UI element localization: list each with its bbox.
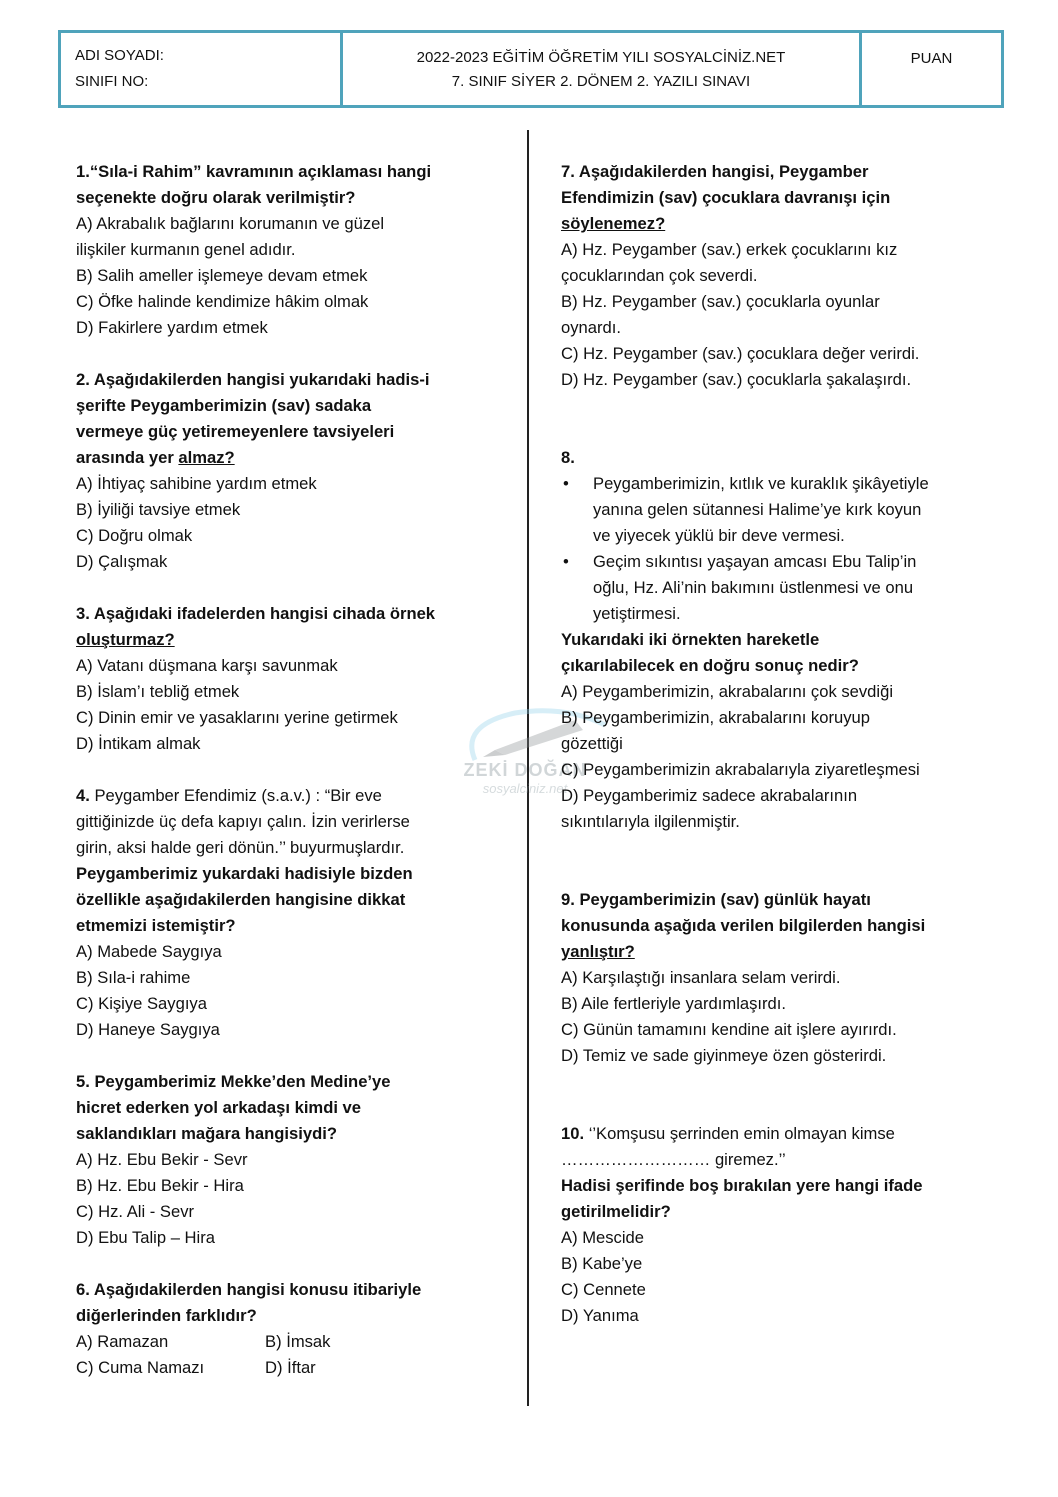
question-line [561, 1147, 929, 1173]
question-line [76, 627, 435, 653]
question-line [561, 965, 929, 991]
text-segment: özellikle aşağıdakilerden hangisine dikkat [76, 890, 406, 909]
text-segment: arasında yer [76, 448, 179, 467]
question-line [76, 861, 435, 887]
text-segment: 2. Aşağıdakilerden hangisi yukarıdaki hadis-i [76, 370, 430, 389]
text-segment: oluşturmaz? [76, 630, 175, 649]
text-segment: A) Karşılaştığı insanlara selam verirdi. [561, 968, 841, 987]
question-line [561, 367, 929, 393]
question-line [76, 419, 435, 445]
text-segment: A) Hz. Peygamber (sav.) erkek çocuklarını kız [561, 240, 898, 259]
bullet-icon: • [563, 474, 569, 493]
text-segment: B) İslam’ı tebliğ etmek [76, 682, 240, 701]
text-segment: sıkıntılarıyla ilgilenmiştir. [561, 812, 740, 831]
question-line [76, 601, 435, 627]
question-line [76, 1121, 435, 1147]
question-line [76, 1277, 435, 1303]
question-block [76, 601, 435, 757]
question-line [76, 1173, 435, 1199]
question-line [76, 705, 435, 731]
question-line [561, 1199, 929, 1225]
question-line [561, 445, 929, 471]
text-segment: yanlıştır? [561, 942, 635, 961]
question-line [76, 1303, 435, 1329]
question-line [76, 549, 435, 575]
question-line [76, 653, 435, 679]
question-line [76, 965, 435, 991]
bullet-line: yetiştirmesi. [593, 604, 681, 623]
text-segment: seçenekte doğru olarak verilmiştir? [76, 188, 356, 207]
text-segment: saklandıkları mağara hangisiydi? [76, 1124, 337, 1143]
question-line [561, 679, 929, 705]
question-line [76, 1095, 435, 1121]
text-segment: C) Doğru olmak [76, 526, 193, 545]
text-segment: D) Hz. Peygamber (sav.) çocuklarla şakalaşırdı. [561, 370, 912, 389]
question-line [76, 289, 435, 315]
text-segment: B) Hz. Ebu Bekir - Hira [76, 1176, 244, 1195]
right-column [561, 159, 929, 1329]
text-segment: şerifte Peygamberimizin (sav) sadaka [76, 396, 372, 415]
text-segment: çocuklarından çok severdi. [561, 266, 758, 285]
text-segment: B) Aile fertleriyle yardımlaşırdı. [561, 994, 787, 1013]
question-line [76, 783, 435, 809]
question-spacer [76, 1251, 435, 1277]
question-spacer [561, 393, 929, 445]
text-segment: A) Mabede Saygıya [76, 942, 222, 961]
text-segment: C) Dinin emir ve yasaklarını yerine getirmek [76, 708, 398, 727]
question-line [76, 887, 435, 913]
text-segment: 8. [561, 448, 575, 467]
question-line [76, 1069, 435, 1095]
text-segment: A) İhtiyaç sahibine yardım etmek [76, 474, 317, 493]
text-segment: B) Sıla-i rahime [76, 968, 191, 987]
text-segment: Hadisi şerifinde boş bırakılan yere hangi ifade [561, 1176, 923, 1195]
question-block [76, 1069, 435, 1251]
question-line [76, 1147, 435, 1173]
text-segment: B) Hz. Peygamber (sav.) çocuklarla oyunlar [561, 292, 880, 311]
question-line [561, 939, 929, 965]
question-line [561, 341, 929, 367]
text-segment: diğerlerinden farklıdır? [76, 1306, 257, 1325]
text-segment: C) Günün tamamını kendine ait işlere ayırırdı. [561, 1020, 897, 1039]
question-line [561, 627, 929, 653]
text-segment: 9. Peygamberimizin (sav) günlük hayatı [561, 890, 871, 909]
text-segment: 10. [561, 1124, 585, 1143]
bullet-item [561, 549, 929, 627]
question-line [561, 783, 929, 809]
question-line [76, 497, 435, 523]
text-segment: D) Yanıma [561, 1306, 639, 1325]
question-line [76, 913, 435, 939]
text-segment: B) Peygamberimizin, akrabalarını koruyup [561, 708, 870, 727]
text-segment: vermeye güç yetiremeyenlere tavsiyeleri [76, 422, 395, 441]
question-spacer [561, 835, 929, 887]
question-spacer [76, 575, 435, 601]
question-spacer [76, 341, 435, 367]
question-line [561, 159, 929, 185]
text-segment: Peygamber Efendimiz (s.a.v.) : “Bir eve [89, 786, 382, 805]
text-segment: 5. Peygamberimiz Mekke’den Medine’ye [76, 1072, 391, 1091]
question-block [561, 1121, 929, 1329]
question-line [561, 1173, 929, 1199]
text-segment: Yukarıdaki iki örnekten hareketle [561, 630, 820, 649]
text-segment: ……………………… giremez.’’ [561, 1150, 786, 1169]
text-segment: etmemizi istemiştir? [76, 916, 236, 935]
answer-option: B) İmsak [265, 1332, 331, 1351]
text-segment: konusunda aşağıda verilen bilgilerden hangisi [561, 916, 926, 935]
question-line [76, 159, 435, 185]
text-segment: C) Peygamberimizin akrabalarıyla ziyaretleşmesi [561, 760, 920, 779]
question-line [561, 211, 929, 237]
column-divider [527, 130, 529, 1406]
text-segment: D) İntikam almak [76, 734, 201, 753]
question-line [76, 939, 435, 965]
question-spacer [76, 757, 435, 783]
question-line [76, 315, 435, 341]
question-line [76, 809, 435, 835]
text-segment: A) Vatanı düşmana karşı savunmak [76, 656, 338, 675]
question-line [76, 1225, 435, 1251]
text-segment: almaz? [178, 448, 235, 467]
question-block [76, 159, 435, 341]
exam-title-cell [343, 33, 862, 105]
text-segment: C) Hz. Peygamber (sav.) çocuklara değer verirdi. [561, 344, 920, 363]
question-block [561, 159, 929, 393]
question-line [561, 185, 929, 211]
watermark-name: ZEKİ DOĞAN [463, 760, 587, 780]
question-line [76, 471, 435, 497]
score-cell [862, 33, 1001, 105]
text-segment: C) Hz. Ali - Sevr [76, 1202, 195, 1221]
text-segment: D) Haneye Saygıya [76, 1020, 220, 1039]
text-segment: söylenemez? [561, 214, 666, 233]
question-spacer [561, 1069, 929, 1121]
bullet-line: oğlu, Hz. Ali’nin bakımını üstlenmesi ve onu [593, 578, 914, 597]
bullet-item [561, 471, 929, 549]
text-segment: A) Hz. Ebu Bekir - Sevr [76, 1150, 248, 1169]
question-line [76, 393, 435, 419]
question-line [76, 1017, 435, 1043]
text-segment: D) Ebu Talip – Hira [76, 1228, 215, 1247]
text-segment: A) Peygamberimizin, akrabalarını çok sevdiği [561, 682, 894, 701]
text-segment: gittiğinizde üç defa kapıyı çalın. İzin verirlerse [76, 812, 410, 831]
bullet-line: yanına gelen sütannesi Halime’ye kırk koyun [593, 500, 922, 519]
text-segment: 7. Aşağıdakilerden hangisi, Peygamber [561, 162, 869, 181]
question-line [76, 731, 435, 757]
text-segment: girin, aksi halde geri dönün.’’ buyurmuşlardır. [76, 838, 405, 857]
question-line [76, 367, 435, 393]
question-line [561, 1017, 929, 1043]
text-segment: D) Temiz ve sade giyinmeye özen gösterirdi. [561, 1046, 887, 1065]
bullet-icon: • [563, 552, 569, 571]
text-segment: C) Kişiye Saygıya [76, 994, 207, 1013]
text-segment: 3. Aşağıdaki ifadelerden hangisi cihada örnek [76, 604, 436, 623]
exam-title-line1: 2022-2023 EĞİTİM ÖĞRETİM YILI SOSYALCİNİZ.NET [416, 49, 786, 66]
left-column [76, 159, 435, 1381]
question-line [561, 991, 929, 1017]
text-segment: hicret ederken yol arkadaşı kimdi ve [76, 1098, 362, 1117]
text-segment: 4. [76, 786, 90, 805]
answer-option: A) Ramazan [76, 1332, 169, 1351]
question-block [561, 887, 929, 1069]
question-line [76, 263, 435, 289]
score-label: PUAN [910, 50, 953, 67]
question-line [561, 1121, 929, 1147]
text-segment: 6. Aşağıdakilerden hangisi konusu itibariyle [76, 1280, 422, 1299]
text-segment: D) Çalışmak [76, 552, 168, 571]
question-block [76, 367, 435, 575]
question-line [561, 887, 929, 913]
question-line [561, 315, 929, 341]
text-segment: 1.“Sıla-i Rahim” kavramının açıklaması hangi [76, 162, 432, 181]
question-line [76, 523, 435, 549]
bullet-line: Peygamberimizin, kıtlık ve kuraklık şikâyetiyle [593, 474, 929, 493]
text-segment: B) Kabe’ye [561, 1254, 643, 1273]
question-line [561, 653, 929, 679]
question-line [561, 1277, 929, 1303]
question-line [561, 289, 929, 315]
text-segment: getirilmelidir? [561, 1202, 671, 1221]
text-segment: B) İyiliği tavsiye etmek [76, 500, 241, 519]
text-segment: çıkarılabilecek en doğru sonuç nedir? [561, 656, 859, 675]
question-block [76, 1277, 435, 1381]
question-block [76, 783, 435, 1043]
question-spacer [76, 1043, 435, 1069]
question-line [76, 1199, 435, 1225]
option-row [76, 1355, 435, 1381]
text-segment: D) Fakirlere yardım etmek [76, 318, 268, 337]
question-line [76, 679, 435, 705]
text-segment: A) Mescide [561, 1228, 644, 1247]
class-label: SINIFI NO: [75, 73, 149, 90]
answer-option: C) Cuma Namazı [76, 1358, 205, 1377]
question-line [76, 445, 435, 471]
question-block [561, 445, 929, 835]
text-segment: ‘’Komşusu şerrinden emin olmayan kimse [584, 1124, 895, 1143]
text-segment: A) Akrabalık bağlarını korumanın ve güzel [76, 214, 385, 233]
question-line [561, 237, 929, 263]
question-line [76, 185, 435, 211]
bullet-line: ve yiyecek yüklü bir deve vermesi. [593, 526, 845, 545]
question-line [561, 1251, 929, 1277]
text-segment: oynardı. [561, 318, 621, 337]
question-line [561, 1225, 929, 1251]
text-segment: ilişkiler kurmanın genel adıdır. [76, 240, 296, 259]
question-line [561, 913, 929, 939]
question-line [76, 237, 435, 263]
text-segment: Efendimizin (sav) çocuklara davranışı için [561, 188, 891, 207]
question-line [561, 809, 929, 835]
watermark-site: sosyalciniz.net [482, 781, 568, 796]
text-segment: Peygamberimiz yukardaki hadisiyle bizden [76, 864, 413, 883]
exam-header [58, 30, 1004, 108]
text-segment: D) Peygamberimiz sadece akrabalarının [561, 786, 858, 805]
question-line [561, 1303, 929, 1329]
text-segment: gözettiği [561, 734, 623, 753]
question-line [76, 991, 435, 1017]
option-row [76, 1329, 435, 1355]
exam-title-line2: 7. SINIF SİYER 2. DÖNEM 2. YAZILI SINAVI [451, 73, 751, 90]
question-line [561, 731, 929, 757]
name-label: ADI SOYADI: [75, 47, 164, 64]
question-line [561, 1043, 929, 1069]
question-line [561, 757, 929, 783]
student-info-cell [61, 33, 343, 105]
answer-option: D) İftar [265, 1358, 316, 1377]
text-segment: C) Cennete [561, 1280, 646, 1299]
bullet-line: Geçim sıkıntısı yaşayan amcası Ebu Talip’in [593, 552, 917, 571]
question-line [76, 835, 435, 861]
text-segment: C) Öfke halinde kendimize hâkim olmak [76, 292, 369, 311]
question-line [76, 211, 435, 237]
question-line [561, 705, 929, 731]
text-segment: B) Salih ameller işlemeye devam etmek [76, 266, 368, 285]
question-line [561, 263, 929, 289]
